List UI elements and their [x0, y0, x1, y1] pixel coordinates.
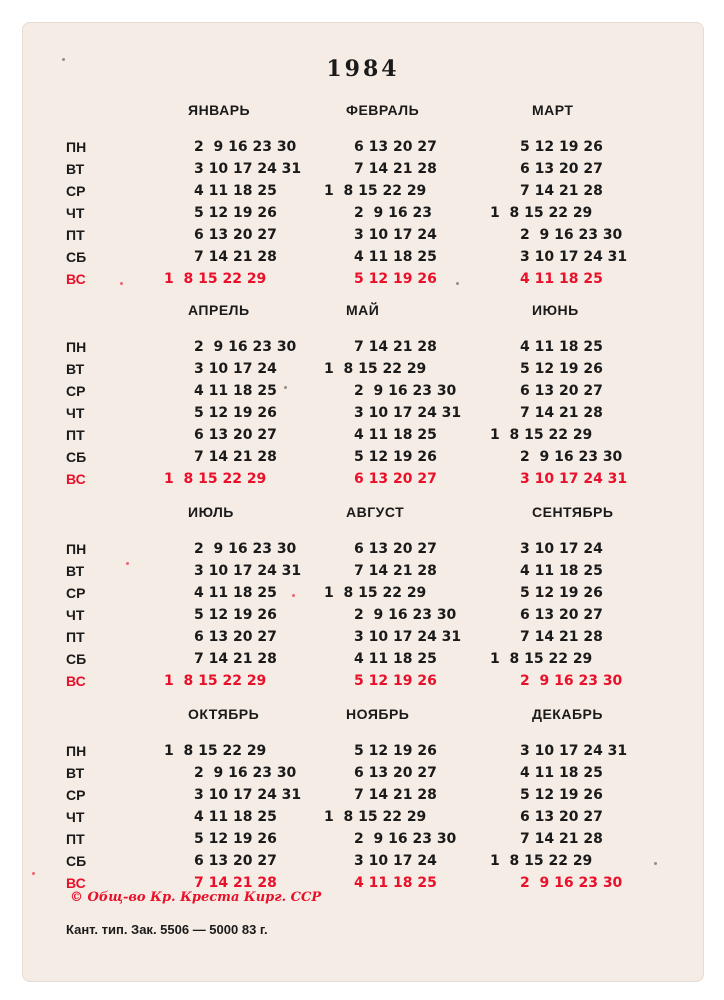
calendar-card	[22, 22, 704, 982]
month-name: АПРЕЛЬ	[188, 302, 250, 318]
week-row: 5 12 19 26	[520, 361, 603, 377]
day-label: ВС	[66, 875, 86, 891]
month-name: ДЕКАБРЬ	[532, 706, 603, 722]
paper-speck	[126, 562, 129, 565]
month-block	[474, 500, 674, 692]
week-row: 7 14 21 28	[354, 563, 437, 579]
week-row: 5 12 19 26	[520, 585, 603, 601]
week-row: 1 8 15 22 29	[490, 205, 593, 221]
week-row: 6 13 20 27	[520, 809, 603, 825]
week-row: 4 11 18 25	[354, 651, 437, 667]
week-row: 6 13 20 27	[354, 765, 437, 781]
day-label: ПТ	[66, 831, 85, 847]
sunday-row: 4 11 18 25	[354, 875, 437, 891]
week-row: 5 12 19 26	[194, 405, 277, 421]
week-row: 3 10 17 24	[354, 227, 437, 243]
week-row: 6 13 20 27	[194, 427, 277, 443]
week-row: 5 12 19 26	[520, 139, 603, 155]
day-labels-q2	[66, 336, 116, 490]
week-row: 2 9 16 23 30	[194, 541, 297, 557]
day-label: ПН	[66, 743, 87, 759]
day-label: ЧТ	[66, 405, 85, 421]
day-label: ВТ	[66, 765, 85, 781]
week-row: 2 9 16 23 30	[194, 139, 297, 155]
print-info: Кант. тип. Зак. 5506 — 5000 83 г.	[66, 922, 268, 937]
paper-speck	[284, 386, 287, 389]
month-name: АВГУСТ	[346, 504, 405, 520]
week-row: 2 9 16 23 30	[520, 227, 623, 243]
day-label: ВС	[66, 673, 86, 689]
week-row: 3 10 17 24 31	[354, 405, 462, 421]
week-row: 7 14 21 28	[194, 449, 277, 465]
day-label: ВС	[66, 471, 86, 487]
week-row: 3 10 17 24 31	[194, 787, 302, 803]
day-label: ВТ	[66, 161, 85, 177]
week-row: 1 8 15 22 29	[490, 651, 593, 667]
copyright-line: © Общ-во Кр. Креста Кирг. ССР	[70, 890, 322, 905]
day-label: СБ	[66, 249, 87, 265]
week-row: 1 8 15 22 29	[324, 809, 427, 825]
day-label: ПН	[66, 339, 87, 355]
day-label: ВТ	[66, 563, 85, 579]
week-row: 1 8 15 22 29	[324, 183, 427, 199]
week-row: 1 8 15 22 29	[164, 743, 267, 759]
week-row: 4 11 18 25	[354, 427, 437, 443]
week-row: 3 10 17 24 31	[194, 161, 302, 177]
week-row: 4 11 18 25	[520, 339, 603, 355]
day-label: ПТ	[66, 427, 85, 443]
sunday-row: 6 13 20 27	[354, 471, 437, 487]
week-row: 2 9 16 23 30	[194, 339, 297, 355]
week-row: 7 14 21 28	[520, 629, 603, 645]
week-row: 7 14 21 28	[194, 651, 277, 667]
month-block	[474, 702, 674, 894]
day-label: СР	[66, 787, 86, 803]
sunday-row: 5 12 19 26	[354, 673, 437, 689]
week-row: 1 8 15 22 29	[324, 361, 427, 377]
week-row: 4 11 18 25	[520, 563, 603, 579]
month-block	[474, 298, 674, 490]
week-row: 6 13 20 27	[520, 161, 603, 177]
day-label: СР	[66, 585, 86, 601]
day-label: СР	[66, 383, 86, 399]
day-label: ЧТ	[66, 607, 85, 623]
day-label: СБ	[66, 853, 87, 869]
week-row: 3 10 17 24 31	[520, 743, 628, 759]
week-row: 4 11 18 25	[194, 809, 277, 825]
week-row: 5 12 19 26	[194, 831, 277, 847]
week-row: 2 9 16 23 30	[354, 607, 457, 623]
sunday-row: 4 11 18 25	[520, 271, 603, 287]
month-name: МАРТ	[532, 102, 574, 118]
week-row: 3 10 17 24 31	[194, 563, 302, 579]
week-row: 6 13 20 27	[354, 139, 437, 155]
month-name: МАЙ	[346, 302, 380, 318]
month-name: ИЮЛЬ	[188, 504, 234, 520]
week-row: 1 8 15 22 29	[490, 427, 593, 443]
week-row: 6 13 20 27	[520, 383, 603, 399]
sunday-row: 1 8 15 22 29	[164, 471, 267, 487]
sunday-row: 2 9 16 23 30	[520, 875, 623, 891]
week-row: 2 9 16 23 30	[354, 831, 457, 847]
week-row: 4 11 18 25	[520, 765, 603, 781]
day-labels-q1	[66, 136, 116, 290]
month-name: ФЕВРАЛЬ	[346, 102, 420, 118]
week-row: 5 12 19 26	[520, 787, 603, 803]
day-labels-q4	[66, 740, 116, 894]
sunday-row: 7 14 21 28	[194, 875, 277, 891]
day-label: ПТ	[66, 629, 85, 645]
month-name: СЕНТЯБРЬ	[532, 504, 614, 520]
day-label: ПН	[66, 139, 87, 155]
week-row: 6 13 20 27	[194, 629, 277, 645]
day-label: ВС	[66, 271, 86, 287]
week-row: 2 9 16 23 30	[194, 765, 297, 781]
week-row: 4 11 18 25	[194, 183, 277, 199]
week-row: 4 11 18 25	[194, 383, 277, 399]
month-name: ОКТЯБРЬ	[188, 706, 260, 722]
sunday-row: 1 8 15 22 29	[164, 673, 267, 689]
month-name: ЯНВАРЬ	[188, 102, 251, 118]
paper-speck	[292, 594, 295, 597]
month-name: ИЮНЬ	[532, 302, 579, 318]
week-row: 3 10 17 24	[194, 361, 277, 377]
sunday-row: 1 8 15 22 29	[164, 271, 267, 287]
week-row: 2 9 16 23	[354, 205, 432, 221]
week-row: 6 13 20 27	[520, 607, 603, 623]
week-row: 1 8 15 22 29	[324, 585, 427, 601]
paper-speck	[654, 862, 657, 865]
day-label: ЧТ	[66, 809, 85, 825]
month-block	[474, 98, 674, 290]
week-row: 3 10 17 24 31	[520, 249, 628, 265]
week-row: 7 14 21 28	[520, 183, 603, 199]
week-row: 7 14 21 28	[520, 405, 603, 421]
day-label: ЧТ	[66, 205, 85, 221]
paper-speck	[120, 282, 123, 285]
week-row: 3 10 17 24 31	[354, 629, 462, 645]
day-label: ВТ	[66, 361, 85, 377]
week-row: 4 11 18 25	[354, 249, 437, 265]
week-row: 2 9 16 23 30	[354, 383, 457, 399]
week-row: 5 12 19 26	[194, 607, 277, 623]
week-row: 6 13 20 27	[194, 227, 277, 243]
week-row: 7 14 21 28	[354, 339, 437, 355]
week-row: 2 9 16 23 30	[520, 449, 623, 465]
week-row: 5 12 19 26	[354, 743, 437, 759]
paper-speck	[62, 58, 65, 61]
week-row: 6 13 20 27	[194, 853, 277, 869]
week-row: 7 14 21 28	[520, 831, 603, 847]
day-label: ПН	[66, 541, 87, 557]
calendar-year: 1984	[326, 56, 400, 82]
week-row: 7 14 21 28	[354, 161, 437, 177]
week-row: 5 12 19 26	[194, 205, 277, 221]
week-row: 6 13 20 27	[354, 541, 437, 557]
sunday-row: 3 10 17 24 31	[520, 471, 628, 487]
paper-speck	[456, 282, 459, 285]
week-row: 3 10 17 24	[354, 853, 437, 869]
week-row: 1 8 15 22 29	[490, 853, 593, 869]
sunday-row: 2 9 16 23 30	[520, 673, 623, 689]
day-label: СБ	[66, 449, 87, 465]
week-row: 7 14 21 28	[194, 249, 277, 265]
day-label: СР	[66, 183, 86, 199]
week-row: 3 10 17 24	[520, 541, 603, 557]
week-row: 7 14 21 28	[354, 787, 437, 803]
day-label: ПТ	[66, 227, 85, 243]
week-row: 4 11 18 25	[194, 585, 277, 601]
sunday-row: 5 12 19 26	[354, 271, 437, 287]
day-labels-q3	[66, 538, 116, 692]
week-row: 5 12 19 26	[354, 449, 437, 465]
day-label: СБ	[66, 651, 87, 667]
paper-speck	[32, 872, 35, 875]
month-name: НОЯБРЬ	[346, 706, 410, 722]
